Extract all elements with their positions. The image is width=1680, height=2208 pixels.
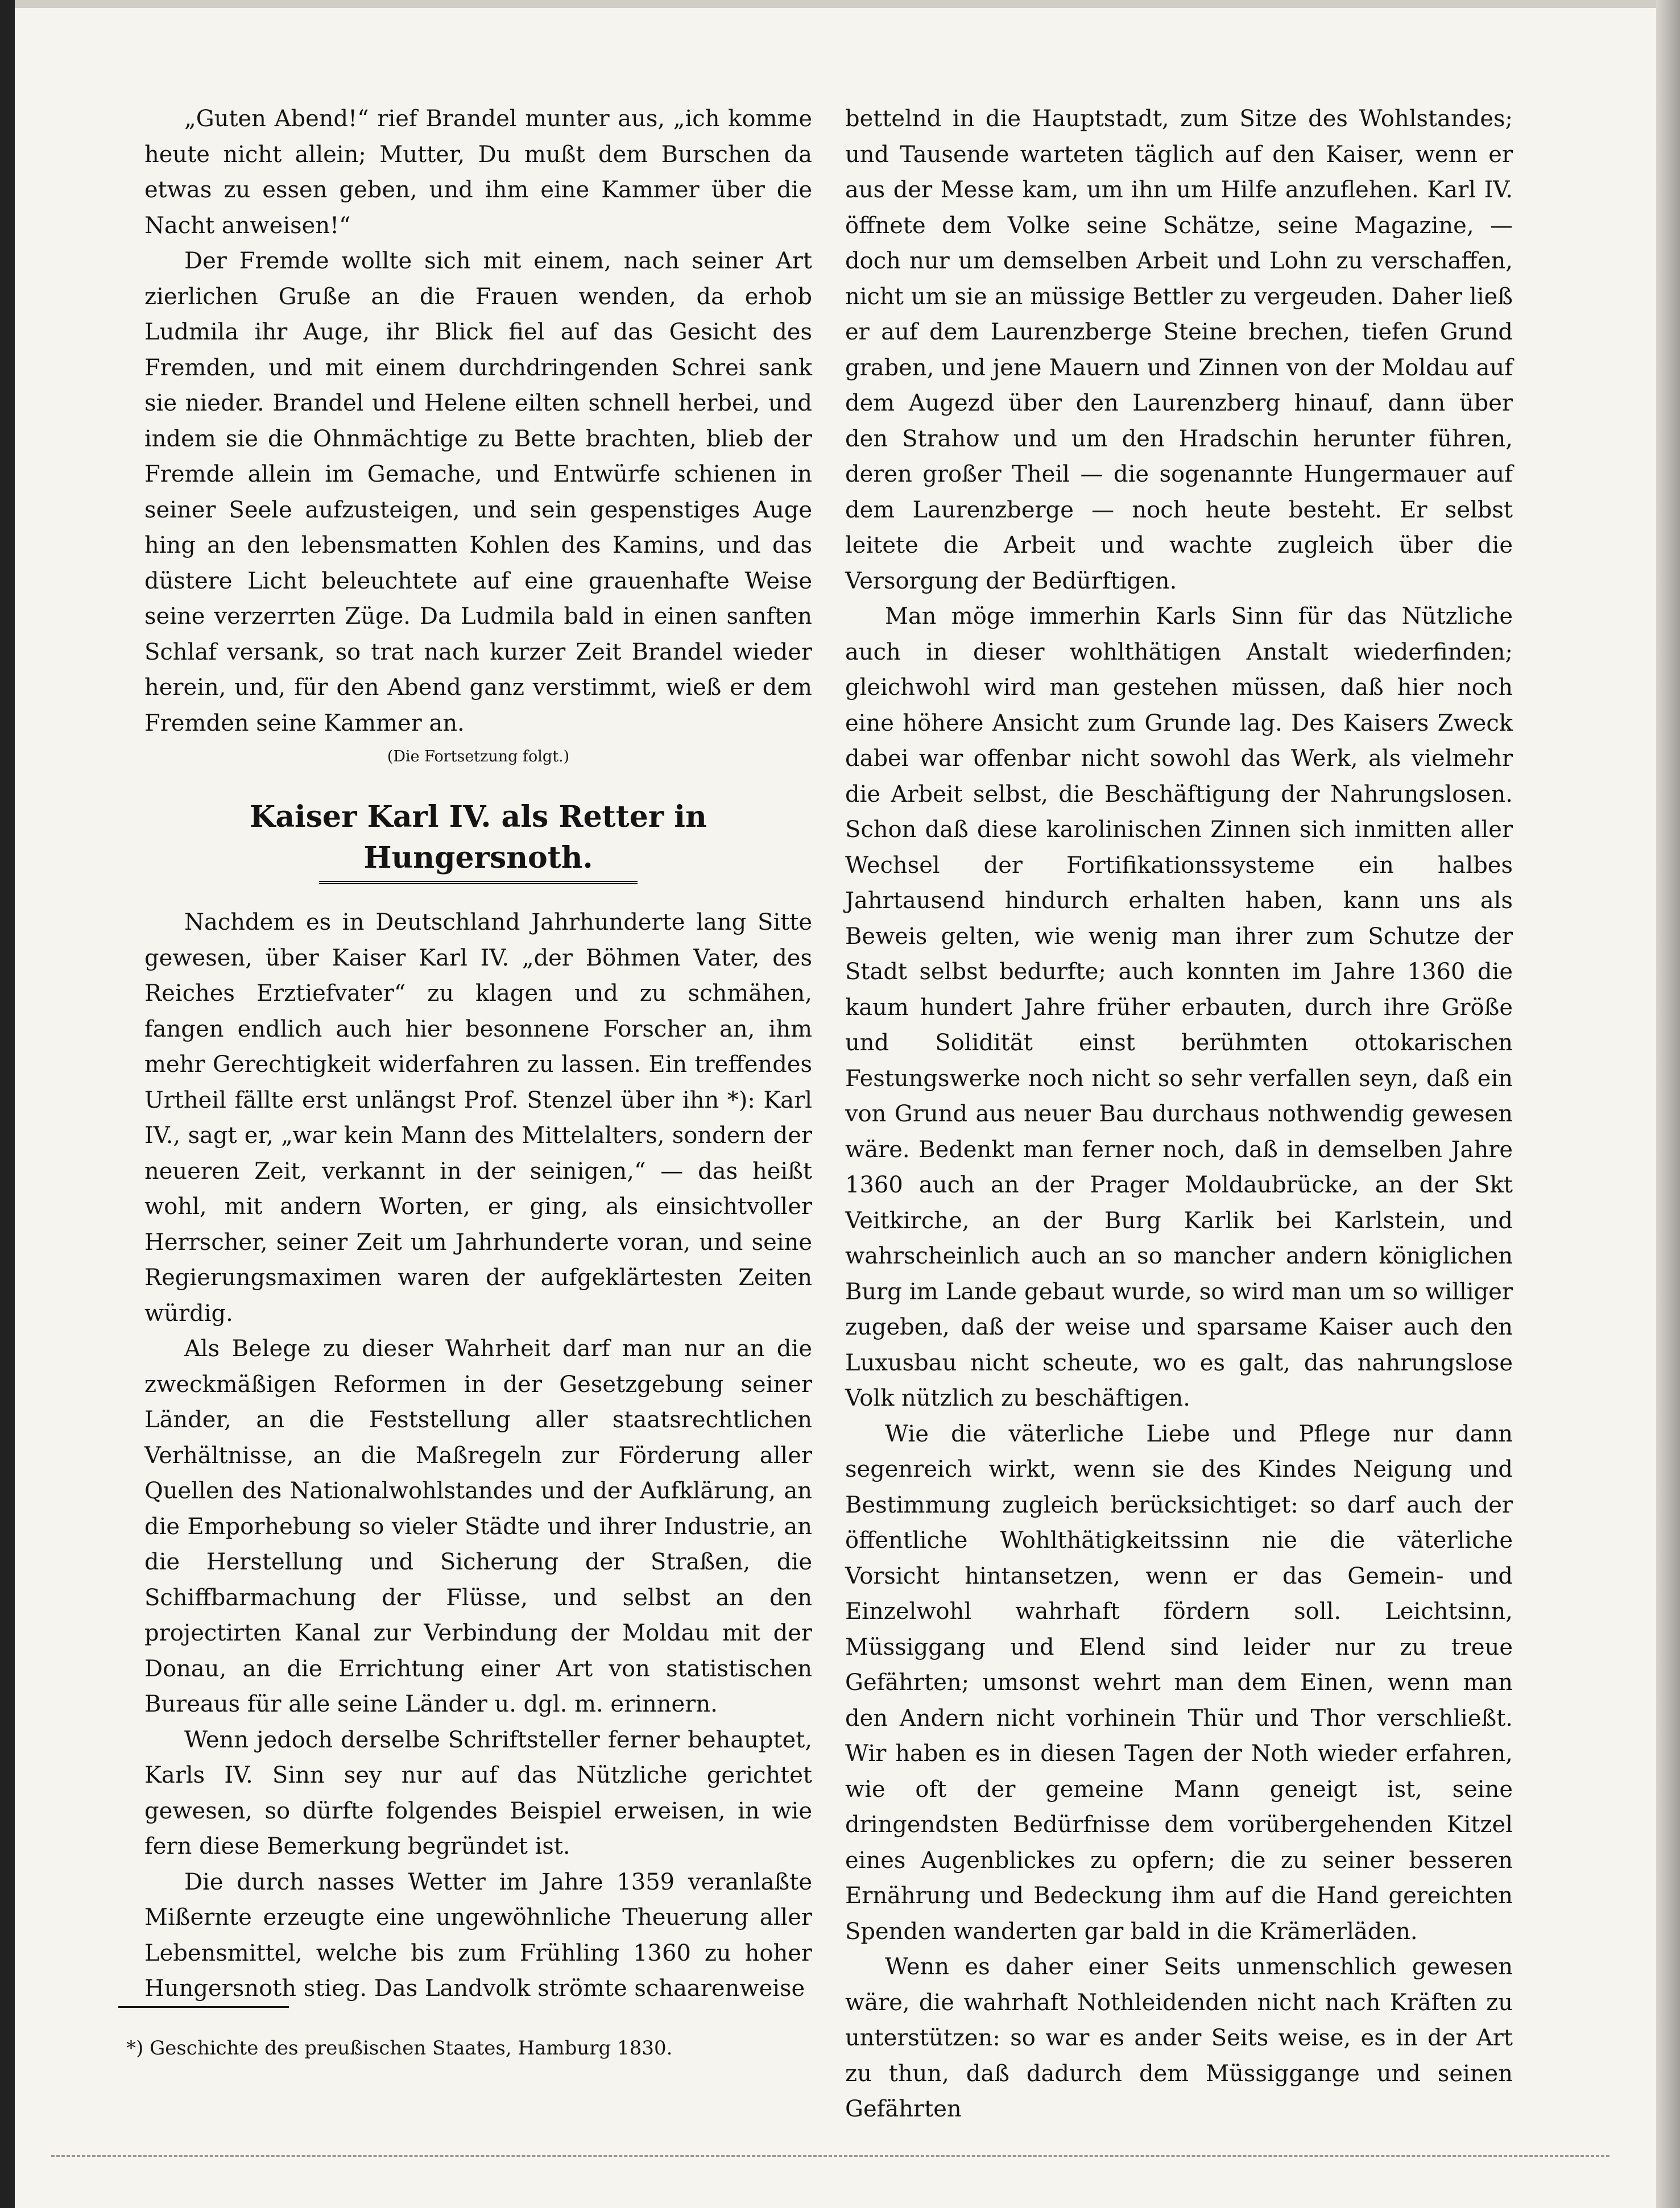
story-paragraph-1: „Guten Abend!“ rief Brandel munter aus, „ich komme heute nicht allein; Mutter, Du mußt dem Burschen da etwas zu essen geben, und ihm eine Kammer über die Nacht anweisen!“ — [144, 106, 812, 239]
footnote-divider — [118, 2006, 289, 2008]
scan-border-right — [1656, 0, 1680, 2208]
article-paragraph-7: Wenn es daher einer Seits unmenschlich gewesen wäre, die wahrhaft Nothleidenden nicht nach Kräften zu unterstützen: so war es ander Seits weise, es in der Art zu thun, daß dadurch dem Müssiggange und seinen Gefährten — [845, 1954, 1513, 2122]
article-headline: Kaiser Karl IV. als Retter in Hungersnoth. — [250, 799, 707, 875]
scan-artifact-bottom — [51, 2155, 1609, 2157]
left-column — [144, 101, 812, 2007]
article-paragraph-4: Die durch nasses Wetter im Jahre 1359 veranlaßte Mißernte erzeugte eine ungewöhnliche Theuerung aller Lebensmittel, welche bis zum Frühling 1360 zu hoher Hungersnoth stieg. Das Landvolk strömte schaarenweise — [144, 1869, 812, 2002]
scan-border-left — [0, 0, 15, 2208]
continuation-note: (Die Fortsetzung folgt.) — [387, 748, 570, 765]
article-paragraph-6: Wie die väterliche Liebe und Pflege nur dann segenreich wirkt, wenn sie des Kindes Neigung und Bestimmung zugleich berücksichtiget: so darf auch der öffentliche Wohlthätigkeitssinn nie die väterliche Vorsicht hintansetzen, wenn er das Gemein- und Einzelwohl wahrhaft fördern soll. Leichtsinn, Müssiggang und Elend sind leider nur zu treue Gefährten; umsonst wehrt man dem Einen, wenn man den Andern nicht vorhinein Thür und Thor verschließt. Wir haben es in diesen Tagen der Noth wieder erfahren, wie oft der gemeine Mann geneigt ist, seine dringendsten Bedürfnisse dem vorübergehenden Kitzel eines Augenblickes zu opfern; die zu seiner besseren Ernährung und Bedeckung ihm auf die Hand gereichten Spenden wanderten gar bald in die Krämerläden. — [845, 1420, 1513, 1945]
headline-divider — [319, 881, 638, 888]
article-paragraph-5: Man möge immerhin Karls Sinn für das Nützliche auch in dieser wohlthätigen Anstalt wiederfinden; gleichwohl wird man gestehen müssen, daß hier noch eine höhere Ansicht zum Grunde lag. Des Kaisers Zweck dabei war offenbar nicht sowohl das Werk, als vielmehr die Arbeit selbst, die Beschäftigung der Nahrungslosen. Schon daß diese karolinischen Zinnen sich inmitten aller Wechsel der Fortifikationssysteme ein halbes Jahrtausend hindurch erhalten haben, kann uns als Beweis gelten, wie wenig man ihrer zum Schutze der Stadt selbst bedurfte; auch konnten im Jahre 1360 die kaum hundert Jahre früher erbauten, durch ihre Größe und Solidität einst berühmten ottokarischen Festungswerke noch nicht so sehr verfallen seyn, daß ein von Grund aus neuer Bau durchaus nothwendig gewesen wäre. Bedenkt man ferner noch, daß in demselben Jahre 1360 auch an der Prager Moldaubrücke, an der Skt Veitkirche, an der Burg Karlik bei Karlstein, und wahrscheinlich auch an so mancher andern königlichen Burg im Lande gebaut wurde, so wird man um so williger zugeben, daß der weise und sparsame Kaiser auch den Luxusbau nicht scheute, wo es galt, das nahrungslose Volk nützlich zu beschäftigen. — [845, 603, 1513, 1411]
article-paragraph-3: Wenn jedoch derselbe Schriftsteller ferner behauptet, Karls IV. Sinn sey nur auf das Nützliche gerichtet gewesen, so dürfte folgendes Beispiel erweisen, in wie fern diese Bemerkung begründet ist. — [144, 1726, 812, 1859]
scan-border-top — [15, 0, 1656, 8]
right-column — [845, 101, 1513, 2127]
article-paragraph-2: Als Belege zu dieser Wahrheit darf man nur an die zweckmäßigen Reformen in der Gesetzgebung seiner Länder, an die Feststellung aller staatsrechtlichen Verhältnisse, an die Maßregeln zur Förderung aller Quellen des Nationalwohlstandes und der Aufklärung, an die Emporhebung so vieler Städte und ihrer Industrie, an die Herstellung und Sicherung der Straßen, die Schiffbarmachung der Flüsse, und selbst an den projectirten Kanal zur Verbindung der Moldau mit der Donau, an die Errichtung einer Art von statistischen Bureaus für alle seine Länder u. dgl. m. erinnern. — [144, 1336, 812, 1717]
article-paragraph-continued: bettelnd in die Hauptstadt, zum Sitze des Wohlstandes; und Tausende warteten täglich auf den Kaiser, wenn er aus der Messe kam, um ihn um Hilfe anzuflehen. Karl IV. öffnete dem Volke seine Schätze, seine Magazine, — doch nur um demselben Arbeit und Lohn zu verschaffen, nicht um sie an müssige Bettler zu vergeuden. Daher ließ er auf dem Laurenzberge Steine brechen, tiefen Grund graben, und jene Mauern und Zinnen von der Moldau auf dem Augezd über den Laurenzberg hinauf, dann über den Strahow und um den Hradschin herunter führen, deren großer Theil — die sogenannte Hungermauer auf dem Laurenzberge — noch heute besteht. Er selbst leitete die Arbeit und wachte zugleich über die Versorgung der Bedürftigen. — [845, 106, 1513, 594]
story-paragraph-2: Der Fremde wollte sich mit einem, nach seiner Art zierlichen Gruße an die Frauen wenden, da erhob Ludmila ihr Auge, ihr Blick fiel auf das Gesicht des Fremden, und mit einem durchdringenden Schrei sank sie nieder. Brandel und Helene eilten schnell herbei, und indem sie die Ohnmächtige zu Bette brachten, blieb der Fremde allein im Gemache, und Entwürfe schienen in seiner Seele aufzusteigen, und sein gespenstiges Auge hing an den lebensmatten Kohlen des Kamins, und das düstere Licht beleuchtete auf eine grauenhafte Weise seine verzerrten Züge. Da Ludmila bald in einen sanften Schlaf versank, so trat nach kurzer Zeit Brandel wieder herein, und, für den Abend ganz verstimmt, wieß er dem Fremden seine Kammer an. — [144, 248, 812, 736]
article-paragraph-1: Nachdem es in Deutschland Jahrhunderte lang Sitte gewesen, über Kaiser Karl IV. „der Böhmen Vater, des Reiches Erztiefvater“ zu klagen und zu schmähen, fangen endlich auch hier besonnene Forscher an, ihm mehr Gerechtigkeit widerfahren zu lassen. Ein treffendes Urtheil fällte erst unlängst Prof. Stenzel über ihn *): Karl IV., sagt er, „war kein Mann des Mittelalters, sondern der neueren Zeit, verkannt in der seinigen,“ — das heißt wohl, mit andern Worten, er ging, als einsichtvoller Herrscher, seiner Zeit um Jahrhunderte voran, und seine Regierungsmaximen waren der aufgeklärtesten Zeiten würdig. — [144, 909, 812, 1327]
footnote: *) Geschichte des preußischen Staates, Hamburg 1830. — [126, 2037, 673, 2060]
